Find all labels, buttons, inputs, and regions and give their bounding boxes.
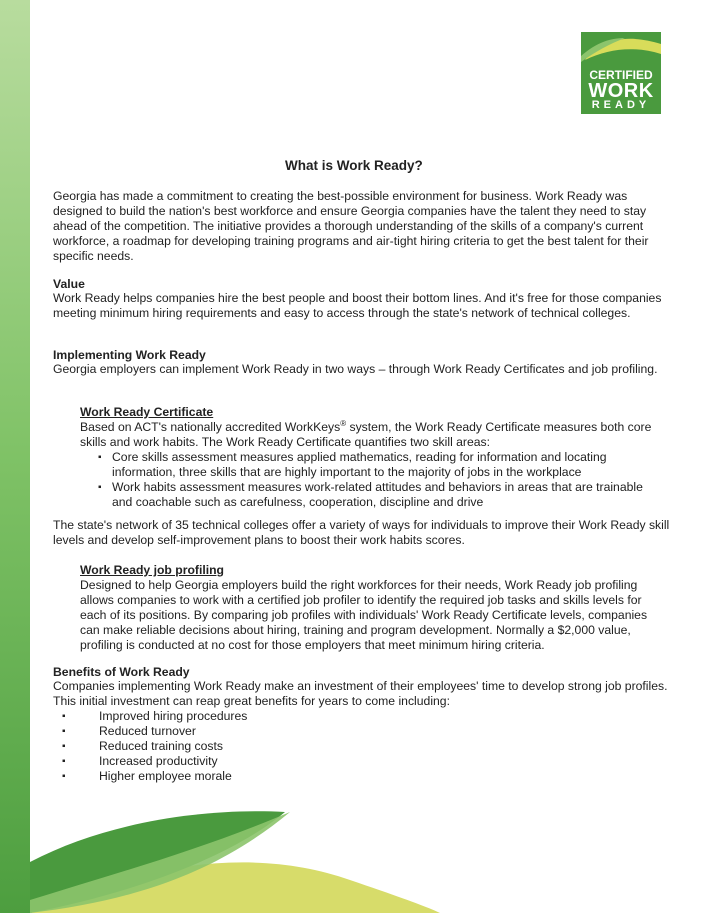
list-item: ▪ Reduced turnover: [53, 724, 247, 739]
left-green-bar: [0, 0, 30, 913]
certificate-paragraph: Based on ACT's nationally accredited WorkKeys® system, the Work Ready Certificate measures both core skills and work habits. The Work Ready Certificate quantifies two skill areas:: [80, 418, 652, 449]
certificate-heading: Work Ready Certificate: [80, 405, 214, 419]
profiling-heading: Work Ready job profiling: [80, 563, 225, 577]
value-paragraph: Work Ready helps companies hire the best people and boost their bottom lines. And it's free for those companies meeting minimum hiring requirements and easy to access through the state's network of technical colleges.: [53, 291, 662, 320]
implementing-heading: Implementing Work Ready: [53, 348, 206, 362]
logo-text-certified: CERTIFIED: [589, 68, 653, 82]
value-heading: Value: [53, 277, 85, 291]
logo-text-ready: READY: [591, 99, 651, 111]
list-item: ▪ Improved hiring procedures: [53, 709, 247, 724]
skill-areas-list: [98, 450, 660, 510]
colleges-paragraph: The state's network of 35 technical colleges offer a variety of ways for individuals to improve their Work Ready skill levels and develop self-improvement plans to boost their work habits scores.: [53, 518, 670, 547]
benefits-heading: Benefits of Work Ready: [53, 665, 190, 679]
profiling-paragraph: Designed to help Georgia employers build the right workforces for their needs, Work Ready job profiling allows companies to work with a certified job profiler to identify the required job tasks and skills levels for each of its positions. By comparing job profiles with individuals' Work Ready Certificate levels, companies can make reliable decisions about hiring, training and program development. Normally a $2,000 value, profiling is conducted at no cost for those employers that meet minimum hiring criteria.: [80, 578, 648, 652]
implementing-paragraph: Georgia employers can implement Work Ready in two ways – through Work Ready Certificates and job profiling.: [53, 362, 658, 376]
list-item: ▪ Reduced training costs: [53, 739, 247, 754]
certificate-section: [80, 405, 660, 510]
list-item: ▪ Higher employee morale: [53, 769, 247, 784]
list-item: ▪ Core skills assessment measures applied mathematics, reading for information and locating information, three skills that are highly important to the majority of jobs in the workplace: [98, 450, 660, 480]
list-item: ▪ Increased productivity: [53, 754, 247, 769]
list-item: ▪ Work habits assessment measures work-related attitudes and behaviors in areas that are trainable and coachable such as carefulness, cooperation, discipline and drive: [98, 480, 660, 510]
page-title: What is Work Ready?: [285, 158, 423, 173]
logo-text-work: WORK: [588, 80, 654, 102]
intro-paragraph: Georgia has made a commitment to creating the best-possible environment for business. Work Ready was designed to build the nation's best workforce and ensure Georgia companies have the talent they need to stay ahead of the competition. The initiative provides a thorough understanding of the skills of a company's current workforce, a roadmap for developing training programs and air-tight hiring criteria to get the best talent for their specific needs.: [53, 189, 649, 263]
benefits-list: [53, 709, 247, 784]
certified-work-ready-logo: [581, 32, 661, 114]
benefits-paragraph: Companies implementing Work Ready make an investment of their employees' time to develop strong job profiles. This initial investment can reap great benefits for years to come including:: [53, 679, 668, 708]
profiling-section: [80, 563, 670, 653]
